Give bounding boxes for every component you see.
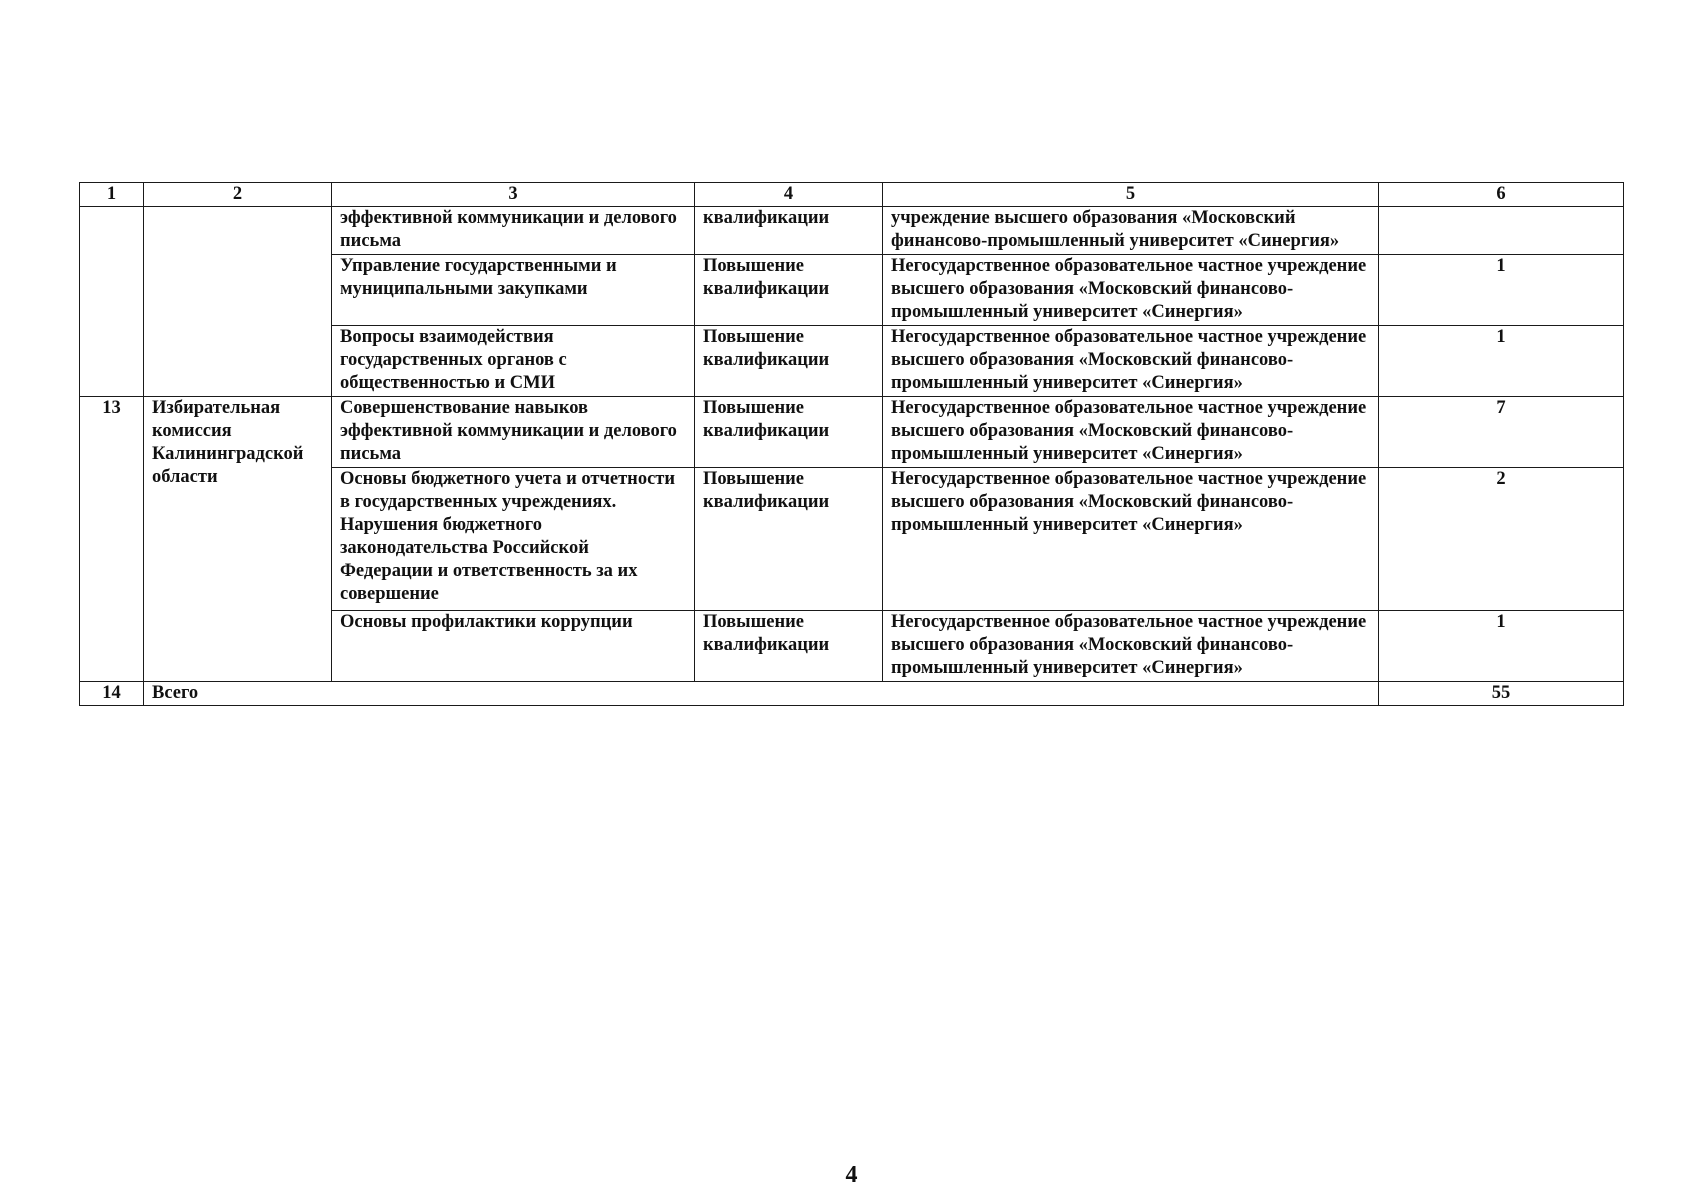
cell-course: Основы профилактики коррупции — [332, 611, 695, 682]
cell-type: Повышение квалификации — [695, 468, 883, 611]
cell-institution: Негосударственное образовательное частное учреждение высшего образования «Московский финансово-промышленный университет «Синергия» — [883, 255, 1379, 326]
cell-number: 13 — [80, 397, 144, 682]
total-label: Всего — [144, 682, 1379, 706]
cell-count: 1 — [1379, 611, 1624, 682]
cell-type: квалификации — [695, 207, 883, 255]
cell-number: 14 — [80, 682, 144, 706]
header-col-4: 4 — [695, 183, 883, 207]
cell-type: Повышение квалификации — [695, 397, 883, 468]
cell-count: 7 — [1379, 397, 1624, 468]
cell-count — [1379, 207, 1624, 255]
cell-organization — [144, 207, 332, 397]
cell-number — [80, 207, 144, 397]
cell-type: Повышение квалификации — [695, 326, 883, 397]
cell-institution: Негосударственное образовательное частное учреждение высшего образования «Московский финансово-промышленный университет «Синергия» — [883, 397, 1379, 468]
total-count: 55 — [1379, 682, 1624, 706]
table-row — [80, 207, 1624, 255]
cell-course: Вопросы взаимодействия государственных органов с общественностью и СМИ — [332, 326, 695, 397]
cell-institution: учреждение высшего образования «Московский финансово-промышленный университет «Синергия» — [883, 207, 1379, 255]
cell-course: Совершенствование навыков эффективной коммуникации и делового письма — [332, 397, 695, 468]
header-col-2: 2 — [144, 183, 332, 207]
header-col-6: 6 — [1379, 183, 1624, 207]
cell-course: Управление государственными и муниципальными закупками — [332, 255, 695, 326]
total-row — [80, 682, 1624, 706]
cell-type: Повышение квалификации — [695, 255, 883, 326]
cell-course: Основы бюджетного учета и отчетности в государственных учреждениях. Нарушения бюджетного законодательства Российской Федерации и ответственность за их совершение — [332, 468, 695, 611]
table-row — [80, 397, 1624, 468]
cell-institution: Негосударственное образовательное частное учреждение высшего образования «Московский финансово-промышленный университет «Синергия» — [883, 468, 1379, 611]
cell-count: 1 — [1379, 326, 1624, 397]
training-table — [79, 182, 1624, 706]
header-col-3: 3 — [332, 183, 695, 207]
page-number: 4 — [845, 1162, 858, 1188]
header-row — [80, 183, 1624, 207]
cell-organization: Избирательная комиссия Калининградской области — [144, 397, 332, 682]
cell-count: 1 — [1379, 255, 1624, 326]
header-col-5: 5 — [883, 183, 1379, 207]
header-col-1: 1 — [80, 183, 144, 207]
cell-count: 2 — [1379, 468, 1624, 611]
cell-institution: Негосударственное образовательное частное учреждение высшего образования «Московский финансово-промышленный университет «Синергия» — [883, 611, 1379, 682]
cell-type: Повышение квалификации — [695, 611, 883, 682]
cell-course: эффективной коммуникации и делового письма — [332, 207, 695, 255]
cell-institution: Негосударственное образовательное частное учреждение высшего образования «Московский финансово-промышленный университет «Синергия» — [883, 326, 1379, 397]
